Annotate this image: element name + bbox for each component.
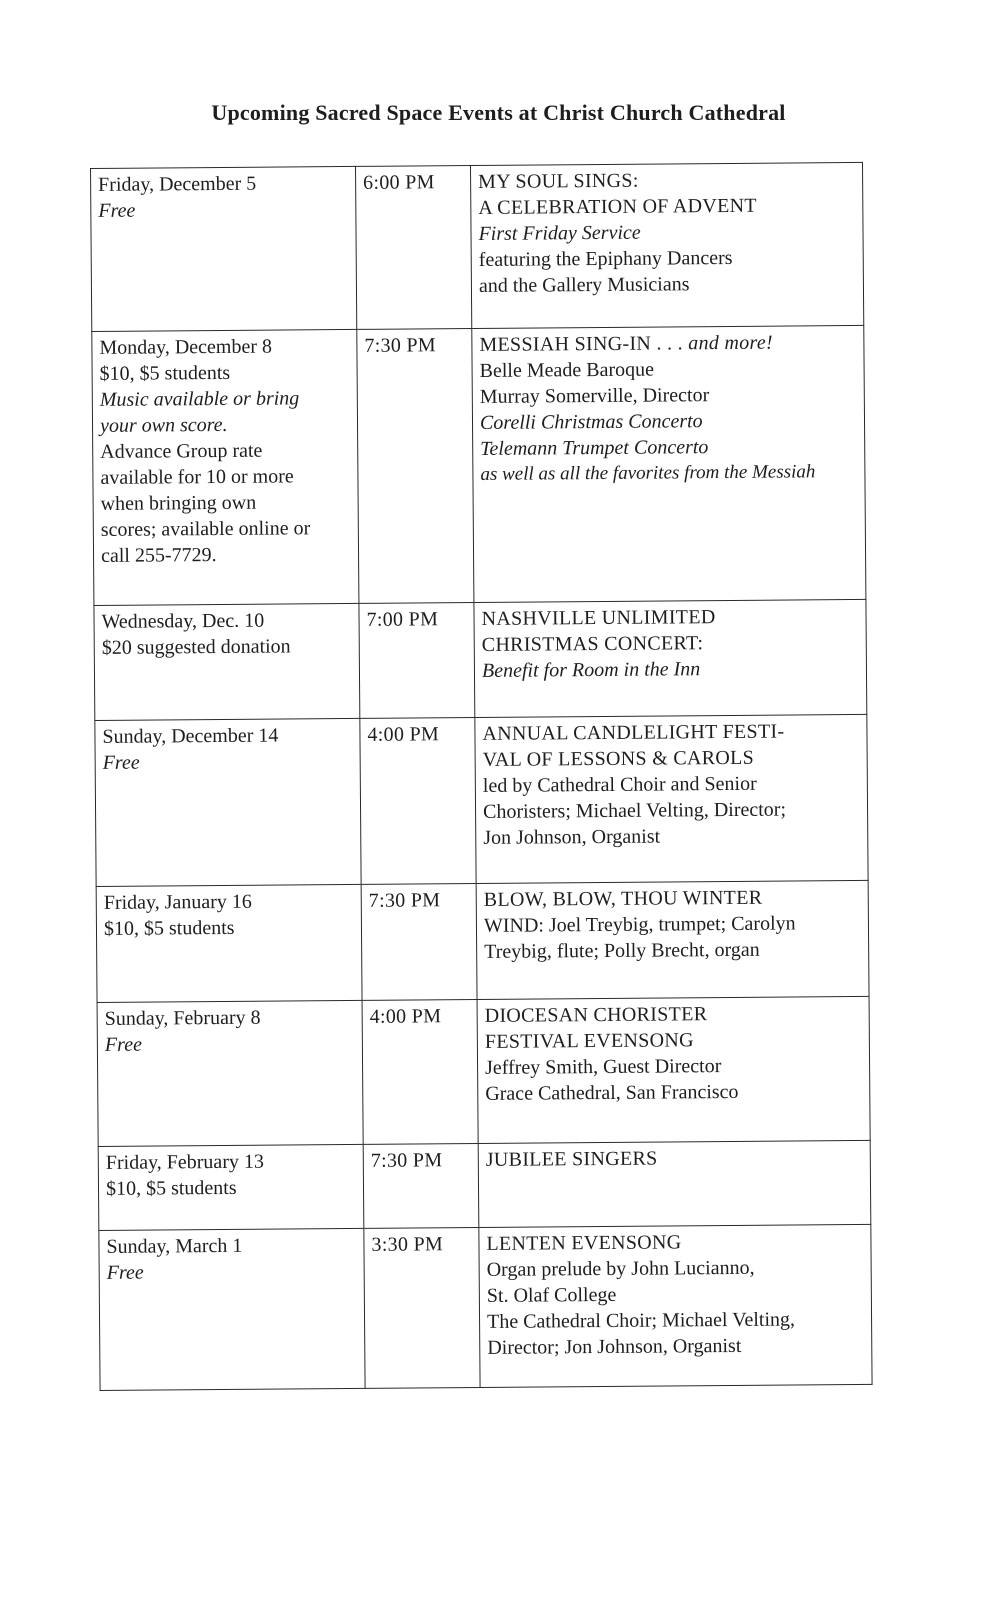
event-name: A CELEBRATION OF ADVENT bbox=[478, 194, 757, 219]
event-date-cell bbox=[96, 884, 362, 1002]
event-detail: led by Cathedral Choir and Senior bbox=[482, 772, 757, 797]
event-cost: $10, $5 students bbox=[105, 1176, 237, 1200]
event-name: ANNUAL CANDLELIGHT FESTI- bbox=[482, 720, 785, 745]
event-description-cell bbox=[475, 714, 868, 883]
event-description-cell bbox=[478, 1140, 871, 1227]
event-name: DIOCESAN CHORISTER bbox=[484, 1003, 708, 1027]
events-table bbox=[90, 162, 873, 1391]
event-time: 7:00 PM bbox=[359, 602, 475, 718]
event-time: 6:00 PM bbox=[355, 166, 471, 330]
event-cost-note: when bringing own bbox=[100, 491, 257, 515]
event-cost: Free bbox=[106, 1261, 144, 1284]
event-row bbox=[97, 996, 870, 1146]
event-time: 3:30 PM bbox=[364, 1227, 480, 1388]
event-description-cell bbox=[470, 162, 863, 328]
event-date-cell bbox=[99, 1228, 365, 1390]
event-name: JUBILEE SINGERS bbox=[485, 1147, 658, 1171]
event-description-cell bbox=[472, 325, 866, 602]
event-cost: Free bbox=[104, 1033, 142, 1056]
event-detail: Murray Somerville, Director bbox=[479, 384, 710, 408]
event-time: 4:00 PM bbox=[362, 999, 478, 1144]
event-cost-note: scores; available online or bbox=[100, 517, 311, 541]
event-date-cell bbox=[98, 1144, 364, 1230]
event-cost: $20 suggested donation bbox=[101, 635, 291, 659]
event-detail: Treybig, flute; Polly Brecht, organ bbox=[484, 938, 760, 963]
event-date: Friday, January 16 bbox=[103, 890, 252, 914]
event-detail: Director; Jon Johnson, Organist bbox=[487, 1334, 742, 1359]
event-cost-note: your own score. bbox=[99, 413, 228, 437]
event-detail: WIND: Joel Treybig, trumpet; Carolyn bbox=[483, 912, 796, 937]
event-date: Sunday, March 1 bbox=[106, 1234, 243, 1258]
page-title: Upcoming Sacred Space Events at Christ Church Cathedral bbox=[211, 100, 786, 125]
event-detail: and the Gallery Musicians bbox=[478, 273, 690, 297]
event-time: 7:30 PM bbox=[361, 883, 477, 1000]
event-description-cell bbox=[477, 996, 870, 1143]
event-cost-note: Music available or bring bbox=[99, 387, 300, 411]
event-row bbox=[94, 599, 867, 720]
event-description-cell bbox=[479, 1224, 872, 1387]
event-date: Friday, December 5 bbox=[98, 172, 257, 196]
event-row bbox=[99, 1224, 872, 1390]
event-name: FESTIVAL EVENSONG bbox=[484, 1029, 694, 1053]
event-detail: Jon Johnson, Organist bbox=[483, 825, 661, 849]
event-detail: First Friday Service bbox=[478, 221, 641, 245]
event-cost: Free bbox=[98, 199, 136, 222]
event-date: Wednesday, Dec. 10 bbox=[101, 609, 265, 633]
event-name-suffix: and more! bbox=[688, 331, 774, 355]
event-detail: The Cathedral Choir; Michael Velting, bbox=[486, 1308, 796, 1333]
event-detail: as well as all the favorites from the Messiah bbox=[480, 461, 816, 485]
event-date-cell bbox=[95, 718, 361, 886]
event-cost-note: Advance Group rate bbox=[100, 439, 263, 463]
event-detail: Corelli Christmas Concerto bbox=[479, 410, 703, 434]
event-cost: $10, $5 students bbox=[99, 361, 231, 385]
event-date-cell bbox=[92, 329, 359, 605]
event-date-cell bbox=[94, 603, 360, 720]
event-detail: Organ prelude by John Lucianno, bbox=[486, 1256, 755, 1281]
event-name: MY SOUL SINGS: bbox=[478, 169, 639, 193]
event-time: 7:30 PM bbox=[363, 1143, 479, 1228]
event-cost-note: available for 10 or more bbox=[100, 465, 294, 489]
event-detail: St. Olaf College bbox=[486, 1283, 617, 1307]
event-date: Monday, December 8 bbox=[99, 335, 273, 359]
event-name: CHRISTMAS CONCERT: bbox=[481, 632, 704, 656]
event-date: Sunday, December 14 bbox=[102, 724, 279, 748]
event-detail: Benefit for Room in the Inn bbox=[481, 658, 701, 682]
event-cost-note: call 255-7729. bbox=[100, 544, 217, 567]
event-name: VAL OF LESSONS & CAROLS bbox=[482, 746, 755, 771]
event-name: BLOW, BLOW, THOU WINTER bbox=[483, 886, 763, 911]
event-name: NASHVILLE UNLIMITED bbox=[481, 606, 716, 630]
event-row bbox=[98, 1140, 871, 1230]
event-description-cell bbox=[474, 599, 867, 717]
event-description-cell bbox=[476, 880, 869, 999]
event-row bbox=[91, 162, 864, 331]
event-detail: Belle Meade Baroque bbox=[479, 358, 655, 382]
event-detail: Telemann Trumpet Concerto bbox=[480, 436, 709, 460]
event-name bbox=[479, 329, 856, 358]
event-detail: Grace Cathedral, San Francisco bbox=[485, 1080, 739, 1105]
event-row bbox=[95, 714, 868, 886]
event-name: LENTEN EVENSONG bbox=[486, 1231, 682, 1255]
event-date: Friday, February 13 bbox=[105, 1150, 265, 1174]
event-cost: Free bbox=[102, 751, 140, 774]
event-row bbox=[96, 880, 869, 1002]
event-name-main: MESSIAH SING-IN . . . bbox=[479, 332, 684, 356]
event-date: Sunday, February 8 bbox=[104, 1006, 261, 1030]
event-detail: Choristers; Michael Velting, Director; bbox=[482, 798, 787, 823]
event-cost: $10, $5 students bbox=[103, 916, 235, 940]
event-time: 7:30 PM bbox=[357, 329, 474, 604]
event-date-cell bbox=[91, 166, 357, 331]
event-time: 4:00 PM bbox=[360, 717, 476, 884]
event-date-cell bbox=[97, 1000, 363, 1146]
event-row bbox=[92, 325, 866, 605]
event-detail: Jeffrey Smith, Guest Director bbox=[484, 1055, 722, 1079]
event-detail: featuring the Epiphany Dancers bbox=[478, 246, 733, 271]
